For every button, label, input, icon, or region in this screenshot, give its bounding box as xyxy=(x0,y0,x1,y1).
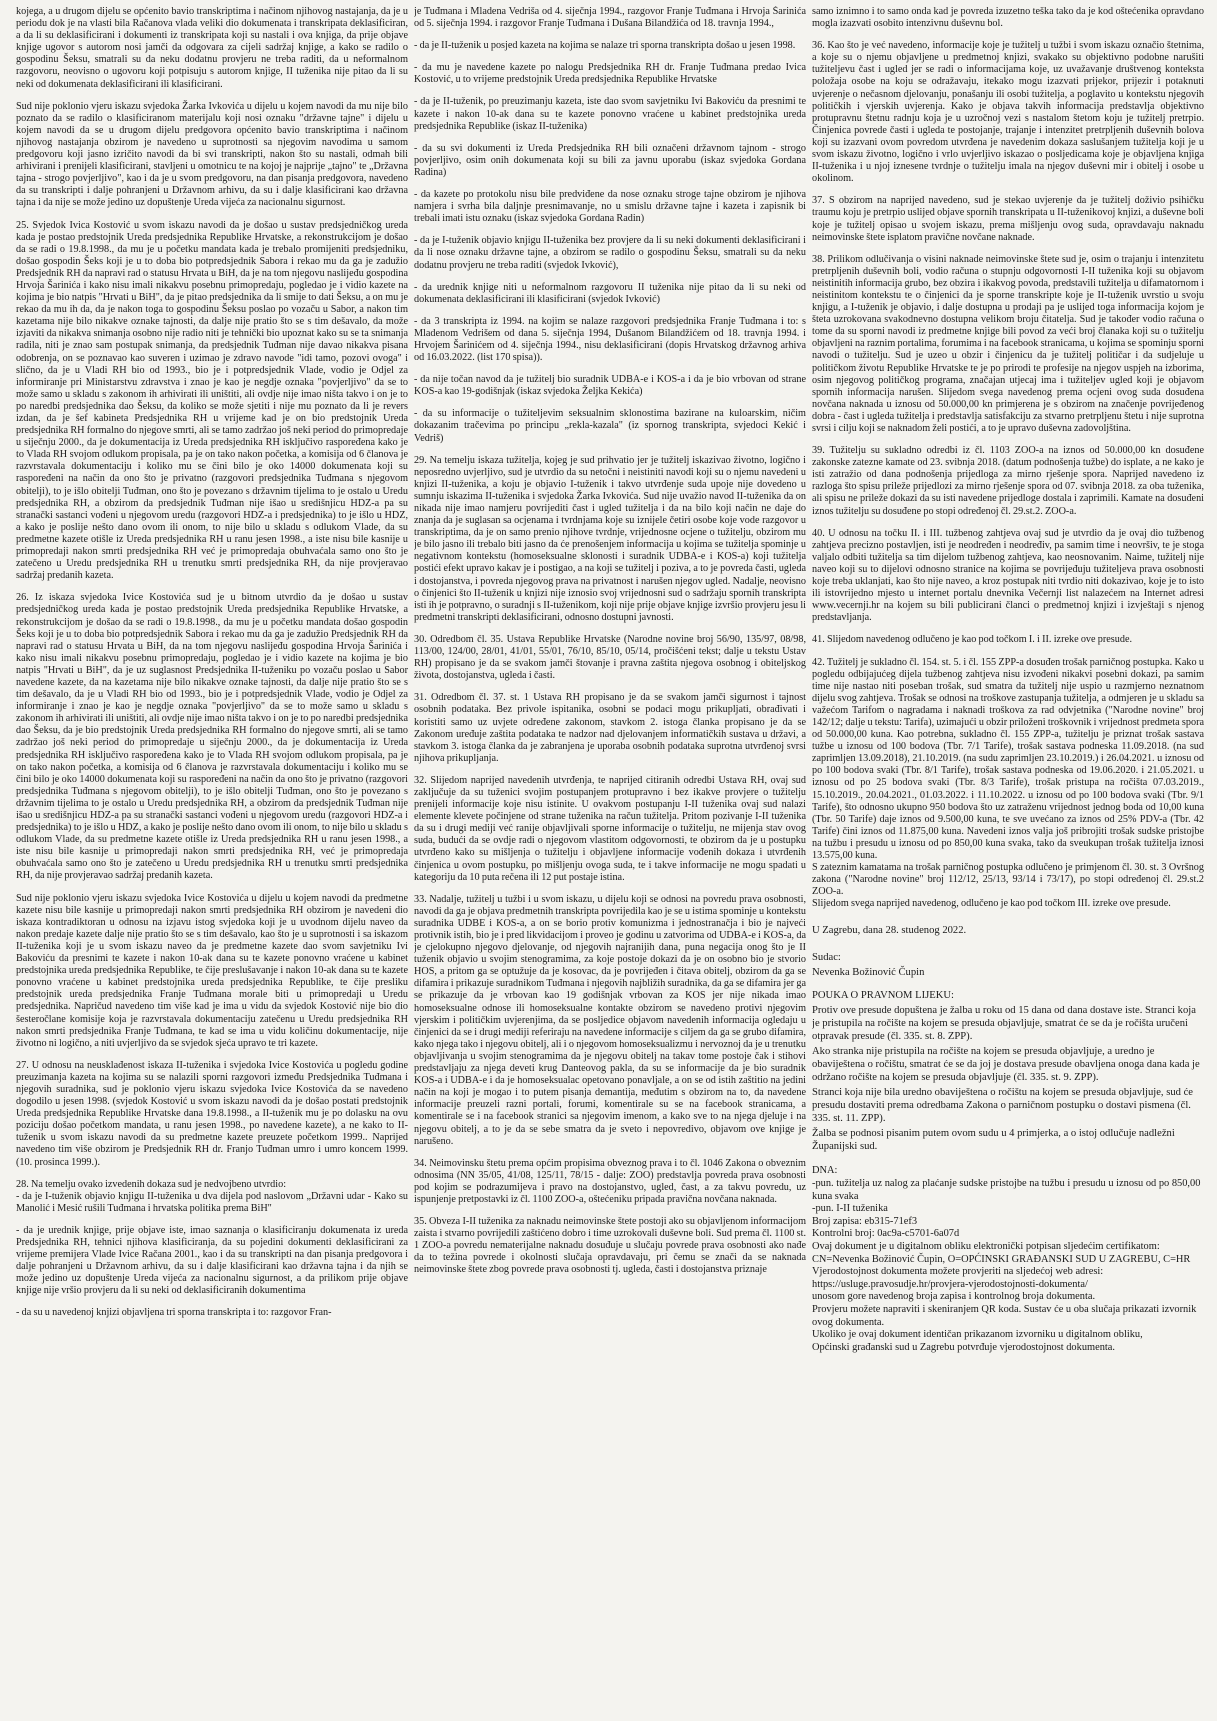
paragraph: 34. Neimovinsku štetu prema općim propisima obveznog prava i to čl. 1046 Zakona o obveznim odnosima (NN 35/05, 41/08, 125/11, 78/15 - dalje: ZOO) predstavlja povreda prava osobnosti pod kojim se podrazumijeva i pravo na dostojanstvo, ugled, čast, a za takvu povredu, uz ispunjenje pretpostavki iz čl. 1100 ZOO-a, oštećeniku pripada pravična novčana naknada. xyxy=(414,1157,806,1205)
dna-line: Vjerodostojnost dokumenta možete provjeriti na sljedećoj web adresi: xyxy=(812,1266,1104,1278)
dna-title: DNA: xyxy=(812,1165,838,1177)
paragraph: 26. Iz iskaza svjedoka Ivice Kostovića sud je u bitnom utvrdio da je došao u sustav predsjedničkog ureda kada je postao predstojnik Ureda predsjednika Republike Hrvatske, a rekonstrukcijom je došao da se radi o 19.8.1998., da mu je u početku mandata došao gospodin Šeks koji je u to doba bio potpredsjednik Sabora i rekao mu da ga je zadužio Predsjednik RH da napravi rad o statusu Hrvata u BiH, da na tom njegovu naslijeđu gospodina Hrvoja Šarinića i kako nisu imali nikakvu posebnu primopredaju, pogledao je i vidio kazete na kojima je bio natpis "Hrvati u BiH", da je uz suglasnost Predsjednika II-tuženiku po vozaču poslao u Sabor navedene kazete, da na kazetama nije bilo nikakve oznake tajnosti, da dalje nije pratio što se s tim dešavalo, da je u Vladi RH bio od 1993., bio je i potpredsjednik Vlade, vodio je Odjel za informiranje i znao je kao je negdje oznaka "povjerljivo" da se to može samo u skladu s zakonom ih arhivirati ili uništiti, ali ovdje nije imao ništa takvo i on je to po naredbi predsjednika dao Šeksu, da je bio predstojnik Ureda predsjednika RH formalno do njegove smrti, ali se tamo zadržao još neki period do primopredaje u siječnju 2000., da je dokumentacija iz Ureda predsjednika RH isključivo raspoređena kako je to Vlada RH svojom odlukom propisala, pa je on tako nakon početka, a komisija od 6 članova je razvrstavala dokumentaciju i koliko mu se čini bilo je oko 14000 dokumenata koji su raspoređeni na način da ono što je privatno (razgovori predsjednika Tuđmana s njegovom obitelji), to je išlo obitelji Tuđman, ono što je povezano s državnim tijelima to je ostalo u Uredu predsjednika RH, a obzirom da predsjednik Tuđman nije išao u središnjicu HDZ-a pa su stranački sastanci vođeni u njegovom uredu (razgovori HDZ-a i predsjednika) to je išlo u HDZ, a kako je poslije nešto dano ovom ili onom, to nije bilo u skladu s odlukom Vlade, da su predmetne kazete otišle iz Ureda predsjednika RH u ranu jesen 1998., a iste nisu bile kasnije u primopredaji nakon smrti predsjednika RH, već je primopredaja obuhvaćala samo ono što je zatečeno u Uredu predsjednika RH u trenutku smrti predsjednika RH, da nije provjeravao sadržaj predanih kazeta. xyxy=(16,592,408,882)
paragraph: 29. Na temelju iskaza tužitelja, kojeg je sud prihvatio jer je tužitelj iskazivao životno, logično i neposredno uvjerljivo, sud je utvrdio da su netočni i neistiniti navodi koji su o njemu navedeni u knjizi II-tuženika, a koju je objavio I-tuženik i takvo utvrđenje suda upoje nije dovedeno u sumnju iskazima II-tuženika i svjedoka Žarka Ivkovića. Sud nije uvažio navod II-tuženika da on nikada nije imao namjeru povrijediti čast i ugled tužitelja i da na bilo koji način ne daje do znanja da je suglasan sa ocjenama i tvrdnjama koje su iznijele četiri osobe koje vode razgovor u transkriptima, da je on samo prenio njihove tvrdnje, vrijednosne ocjene o tužitelju, obzirom mu je bilo jasno ili trebalo biti jasno da će prenošenjem informacija u kojima se tužitelja spominje u negativnom kontekstu (homoseksualne sklonosti i suradnik UDBA-e i KOS-a) koji tužitelja postići efekt upravo kakav je i postigao, a na koji se tužitelj i poziva, a to je povreda časti, ugleda i dostojanstva, i povreda njegovog prava na privatnost i narušen njegov ugled. Nadalje, neovisno o činjenici što II-tuženik u knjizi nije iznosio svoj vrijednosni sud o sadržaju spornih transkripta isti ih je potpravno, o suradnji s II-tuženikom, koji nije prije objave knjige izvršio provjeru jesu li predmetni transkripti deklasificirani, odnosno dostupni javnosti. xyxy=(414,454,806,623)
paragraph: 40. U odnosu na točku II. i III. tužbenog zahtjeva ovaj sud je utvrdio da je ovaj dio tužbenog zahtjeva precizno postavljen, isti je neodređen i neodređiv, pa samim time i neovršiv, te je stoga valjalo odbiti tužitelja sa tim dijelom tužbenog zahtjeva, kao neosnovanim. Naime, tužitelj nije naveo koji su to dijelovi odnosno stranice na kojima se povrijeđuju tužiteljeva prava osobnosti koje treba uklanjati, kao što nije naveo, a kroz postupak niti tvrdio niti dokazivao, koje je to isto ili istovrijedno mjesto u internet portalu dnevnika Večernji list nalazećem na Internet adresi www.vecernji.hr na kojem su bili publicirani članci o predmetnoj knjizi i izvještaji s njenog predstavljanja. xyxy=(812,527,1204,624)
paragraph: - da su svi dokumenti iz Ureda Predsjednika RH bili označeni državnom tajnom - strogo povjerljivo, osim onih dokumenata koji su bili za javnu uporabu (iskaz svjedoka Gordana Radina) xyxy=(414,142,806,178)
dna-line: -pun. I-II tuženika xyxy=(812,1203,888,1215)
paragraph: 32. Slijedom naprijed navedenih utvrđenja, te naprijed citiranih odredbi Ustava RH, ovaj sud zaključuje da su tuženici svojim postupanjem protupravno i bez ikakve provjere o tužitelju prenijeli informacije koje nisu istinite. U ovakvom postupanju I-II tuženika ovaj sud nalazi elemente klevete počinjene od strane tuženika na račun tužitelja. Pritom pozivanje I-II tuženika da su i drugi mediji već ranije objavljivali sporne informacije o tužitelju, ne mijenja stav ovog suda, budući da se ovdje radi o njegovom vlastitom odgovornosti, te obzirom da je u postupku utvrđeno kako su mišljenja o tužitelju i objavljene informacije vođenih dokaza i utvrđenih činjenica u ovom postupku, po mišljenju ovoga suda, te i takve informacije ne mogu spadati u kategoriju da 10 puta rečena ili 12 put postaje istina. xyxy=(414,774,806,883)
paragraph: - da urednik knjige niti u neformalnom razgovoru II tuženika nije pitao da li su neki od dokumenata deklasificirani ili klasificirani (svjedok Ivković) xyxy=(414,281,806,305)
paragraph: 25. Svjedok Ivica Kostović u svom iskazu navodi da je došao u sustav predsjedničkog ureda kada je postao predstojnik Ureda predsjednika Republike Hrvatske, a rekonstrukcijom je došao da se radi o 19.8.1998., da mu je u početku mandata kada je trebalo promijeniti predsjedniku, došao gospodin Šeks koji je u to doba bio potpredsjednik Sabora i rekao mu da ga je zadužio Predsjednik RH da napravi rad o statusu Hrvata u BiH, da je na tom njegovu naslijeđu gospodina Hrvoja Šarinića i kako nisu imali nikakvu posebnu primopredaju, pogledao je i vidio kazete na kojima je bio natpis "Hrvati u BiH", da je pitao predsjednika da li smije to dati Šeksu, a on mu je rekao da mu ih da, da je nakon toga to gospodinu Šeksu poslao po vozaču u Sabor, a nakon tim kazetama nije bilo nikakve oznake tajnosti, da dalje nije pratio što se s tim dešavalo, da može izjaviti da nikakva snimanja osobno nije radio niti je tehnički bio upoznat kako su se ta snimanja radila, niti je znao sam postupak snimanja, da predsjednik Tuđman nije davao nikakva pisana odobrenja, on se poznavao kao suveren i uzimao je zdravo navode "idi tamo, pozovi ovoga" i slično, da je u Vladi RH bio od 1993., bio je i potpredsjednik Vlade, vodio je Odjel za informiranje pri Ministarstvu zdravstva i znao je kao je negdje oznaka "povjerljivo" da se to može samo u skladu s zakonom ih arhivirati ili uništiti, ali ovdje nije imao ništa takvo i on je to po naredbi predsjednika dao Šeksu, da koliko se može sjetiti i nije mu poznato da li je revers izdan, da je šef kabineta Predsjednika RH u vrijeme kad je on bio predstojnik Ureda predsjednika RH formalno do njegove smrti, ali se tamo zadržao još neki period do primopredaje u siječnju 2000., da je dokumentacija iz Ureda predsjednika RH isključivo raspoređena kako je to Vlada RH svojom odlukom propisala, pa je on tako nakon početka, a komisija od 6 članova je razvrstavala dokumentaciju i koliko mu se čini bilo je oko 14000 dokumenata koji su raspoređeni na način da ono što je privatno (razgovori predsjednika Tuđmana s njegovom obitelji), to je išlo obitelji Tuđman, ono što je povezano s državnim tijelima to je ostalo u Uredu predsjednika RH, a obzirom da predsjednik Tuđman nije išao u središnjicu HDZ-a pa su stranački sastanci vođeni u njegovom uredu (razgovori HDZ-a i predsjednika) to je išlo u HDZ, a kako je poslije nešto dano ovom ili onom, to nije bilo u skladu s odlukom Vlade, da su predmetne kazete otišle iz Ureda predsjednika RH u ranu jesen 1998., a iste nisu bile kasnije u primopredaji nakon smrti predsjednika RH već je primopredaja obuhvaćala samo ono što je zatečeno u Uredu predsjednika RH u trenutku smrti predsjednika RH, da nije provjeravao sadržaj predanih kazeta. xyxy=(16,219,408,582)
paragraph: 41. Slijedom navedenog odlučeno je kao pod točkom I. i II. izreke ove presude. xyxy=(812,634,1133,646)
paragraph: 28. Na temelju ovako izvedenih dokaza sud je nedvojbeno utvrdio: - da je I-tuženik objavio knjigu II-tuženika u dva dijela pod naslovom „Državni udar - Kako su Manolić i Mesić rušili Tuđmana i hrvatska politika prema BiH" xyxy=(16,1178,408,1214)
paragraph: - da kazete po protokolu nisu bile predviđene da nose oznaku stroge tajne obzirom je njihova namjera i svrha bila daljnje presnimavanje, no u smislu državne tajne i kazeta i zapisnik bi trebali imati istu oznaku (iskaz svjedoka Gordana Radin) xyxy=(414,189,806,225)
legal-notice-paragraph: Žalba se podnosi pisanim putem ovom sudu u 4 primjerka, a o istoj odlučuje nadležni Županijski sud. xyxy=(812,1128,1175,1153)
legal-notice-paragraph: Ako stranka nije pristupila na ročište na kojem se presuda objavljuje, a uredno je obaviještena o ročištu, smatrat će se da joj je dostava presude obavljena onoga dana kada je održano ročište na kojem se presuda objavljuje (čl. 335. st. 9. ZPP). xyxy=(812,1046,1200,1084)
dna-line: Općinski građanski sud u Zagrebu potvrđuje vjerodostojnost dokumenta. xyxy=(812,1341,1116,1353)
dna-line: https://usluge.pravosudje.hr/provjera-vjerodostojnosti-dokumenta/ xyxy=(812,1278,1088,1290)
text-column-left xyxy=(16,6,408,1711)
paragraph: samo iznimno i to samo onda kad je povreda izuzetno teška tako da je kod oštećenika opravdano mogla izazvati osobito intenzivnu duševnu bol. xyxy=(812,6,1204,30)
dna-line: -pun. tužitelja uz nalog za plaćanje sudske pristojbe na tužbu i presudu u iznosu od po 850,00 kuna svaka xyxy=(812,1178,1201,1202)
paragraph: 33. Nadalje, tužitelj u tužbi i u svom iskazu, u dijelu koji se odnosi na povredu prava osobnosti, navodi da ga je objava predmetnih transkripta povrijedila kao je se u istima spominje u kontekstu suradnika UDBE i KOS-a, a on se borio protiv komunizma i jednostranačja i bio je najveći protivnik istih, bio je i pred likvidacijom i proveo je godinu u zatvorima od UDBA-e i KOS-a, da je cjelokupno njegovo djelovanje, od njegovih najranijih dana, puna negacija onog što je II tuženik objavio u svojim stenogramima, za koje postoje dokazi da je on osobno bio je stvorio HOS, a pritom ga se optužuje da je kosovac, da je povrijeđen i čitava obitelj, obzirom da ga se difamira i prikazuje suradnikom Tuđmana i njegovih najbližih suradnika, da ga se difamira jer ga se prikazuje da je vrbovan kao 19 godišnjak vrbovan za KOS jer nije nikada imao homoseksualne odnose ili homoseksualne kontakte obzirom se navedeno protivi njegovim vjerskim i političkim uvjerenjima, da se posljedice objavom navedenih informacija ogledaju u činjenici da se i drugi mediji referiraju na navedene informacije s ciljem da ga se grubo difamira, kako njega tako i njegovu obitelj, ali i o njegovom homoseksualizmu i nervoznoj da je u trenutku objavljivanja u svojim stenogramima da je njegovu obitelj na takav tome postoje čak i stihovi predstavljaju za njega deveti krug Danteovog pakla, da su se informacije da je bio suradnik KOS-a i UDBA-e i da je homoseksualac opetovano ponavljale, a on se od istih zaštitio na jedini način na koji je mogao i to putem pisanja demantija, međutim s obzirom na to, da navedene informacije preuzeli razni portali, forumi, komentirale su se na facebook stranicama, a komentirale se i na facebook stranici sa njegovim imenom, a kako sve to na njega djeluje i na njegovu obitelj, a to je da se sebe smatra da je sveto i nepovredivo, objavom ove knjige je narušeno. xyxy=(414,893,806,1147)
paragraph: - da je II-tuženik, po preuzimanju kazeta, iste dao svom savjetniku Ivi Bakoviću da presnimi te kazete i nakon 10-ak dana su te kazete ponovno vraćene u kabinet predstojnika ureda predsjednika Republike (iskaz II-tuženika) xyxy=(414,96,806,132)
place-date: U Zagrebu, dana 28. studenog 2022. xyxy=(812,925,967,937)
dna-lines xyxy=(812,1178,1204,1354)
dna-line: CN=Nevenka Božinović Čupin, O=OPĆINSKI GRAĐANSKI SUD U ZAGREBU, C=HR xyxy=(812,1253,1191,1265)
signature-block xyxy=(812,924,1204,979)
paragraph: 27. U odnosu na neusklađenost iskaza II-tuženika i svjedoka Ivice Kostovića u pogledu godine preuzimanja kazeta na kojima su se nalazili sporni razgovori između Predsjednika Tuđmana i njegovih suradnika, sud je poklonio vjeru iskazu svjedoka Ivice Kostovića da se navedeno dogodilo u jesen 1998. (svjedok Kostović u svom iskazu navodi da je došao postati predstojnik Ureda predsjednika Republike Hrvatske dana 19.8.1998., a II-tuženik mu je po dolasku na ovu poziciju došao početkom mandata, u ranu jesen 1998., po navedene kazete), a ne kako to II-tuženik u svom iskazu navodi da su predmetne kazete preuzete početkom 1999.. Naprijed navedeno tim više obzirom je Predsjednik RH dr. Franjo Tuđman umro i umro koncem 1999. (10. prosinca 1999.). xyxy=(16,1059,408,1168)
paragraph: - da su u navedenoj knjizi objavljena tri sporna transkripta i to: razgovor Fran- xyxy=(16,1307,332,1319)
paragraph: - da su informacije o tužiteljevim seksualnim sklonostima bazirane na kuloarskim, ničim dokazanim trаčevima po principu „rekla-kazala" (iz spornog transkripta, svjedoci Kekić i Vedriš) xyxy=(414,408,806,444)
dna-line: Kontrolni broj: 0ac9a-c5701-6a07d xyxy=(812,1228,960,1240)
text-column-right xyxy=(812,6,1204,1711)
paragraph: - da je II-tuženik u posjed kazeta na kojima se nalaze tri sporna transkripta došao u jesen 1998. xyxy=(414,40,796,52)
legal-notice-paragraph: Stranci koja nije bila uredno obaviještena o ročištu na kojem se presuda objavljuje, sud će presudu dostaviti prema odredbama Zakona o parničnom postupku o dostavi pismena (čl. 335. st. 11. ZPP). xyxy=(812,1087,1193,1125)
paragraph: - da nije točan navod da je tužitelj bio suradnik UDBA-e i KOS-a i da je bio vrbovan od strane KOS-a kao 19-godišnjak (iskaz svjedoka Željka Kekića) xyxy=(414,374,806,398)
legal-notice-paragraphs xyxy=(812,1004,1204,1153)
paragraph: - da je urednik knjige, prije objave iste, imao saznanja o klasificiranju dokumenata iz ureda Predsjednika RH, tehnici njihova klasificiranja, da su pojedini dokumenti deklasificirani za vrijeme premijera Vlade Ivice Račana 2001., kao i da su transkripti na dan pisanja predgovora i dalje pohranjeni u Državnom arhivu, da su i dalje klasificirani kao državna tajna i da njih se može jedino uz dopuštenje Ureda vijeća za nacionalnu sigurnost, a da prilikom prije objave knjige nije vršio provjeru da li su neki od deklasificiranih dokumentima xyxy=(16,1224,408,1297)
dna-line: Ovaj dokument je u digitalnom obliku elektronički potpisan sljedećim certifikatom: xyxy=(812,1241,1160,1253)
dna-line: Ukoliko je ovaj dokument identičan prikazanom izvorniku u digitalnom obliku, xyxy=(812,1329,1143,1341)
paragraph: 35. Obveza I-II tuženika za naknadu neimovinske štete postoji ako su objavljenom informacijom zaista i stvarno povrijedili zaštićeno dobro i time uzrokovali duševne boli. Sud prema čl. 1100 st. 1 ZOO-a povredu nematerijalne naknadu dosuđuje u slučaju povrede prava osobnosti ako nađe da to težina povrede i okolnosti slučaja opravdavaju, pri čemu se znači da se naknada neimovinske štete zbog povrede prava osobnosti tj. ugleda, časti i dostojanstva priznaje xyxy=(414,1216,806,1276)
right-column-paragraphs xyxy=(812,6,1204,910)
paragraph: - da 3 transkripta iz 1994. na kojim se nalaze razgovori predsjednika Franje Tuđmana i to: s Mladenom Vedrišem od dana 5. siječnja 1994, Dušanom Bilandžićem od 18. travnja 1994. i Hrvojem Šarinićem od 4. siječnja 1994., nisu deklasificirani (dopis Hrvatskog državnog arhiva od 16.03.2022. (list 170 spisa)). xyxy=(414,315,806,364)
paragraph: 30. Odredbom čl. 35. Ustava Republike Hrvatske (Narodne novine broj 56/90, 135/97, 08/98, 113/00, 124/00, 28/01, 41/01, 55/01, 76/10, 85/10, 05/14, pročišćeni tekst; dalje u tekstu Ustav RH) propisano je da se svakom jamči štovanje i pravna zaštita njegova osobnog i obiteljskog života, dostojanstva, ugleda i časti. xyxy=(414,633,806,682)
dna-line: unosom gore navedenog broja zapisa i kontrolnog broja dokumenta. xyxy=(812,1291,1096,1303)
text-column-middle xyxy=(414,6,806,1711)
judge-role: Sudac: xyxy=(812,952,841,964)
paragraph: 36. Kao što je već navedeno, informacije koje je tužitelj u tužbi i svom iskazu označio štetnima, a koje su o njemu objavljene u predmetnoj knjizi, svakako su objektivno podobne narušiti tužiteljevu čast i ugled jer se radi o informacijama koje, uz uvažavanje društvenog konteksta položaja osobe na koju se odražavaju, itekako mogu izazvati prijekor, prijezir i potaknuti uvjerenje o nečasnom djelovanju, ponašanju ili osobi tužitelja, a poglavito u kontekstu njegovih političkih i vjerskih uvjerenja. Kako je objava takvih informacija predstavlja objektivno protupravnu štetnu radnju koja je u uzročnoj vezi s nastalom štetom koju je tužitelj pretrpio. Činjenica povrede časti i ugleda te postojanje, trajanje i intenzitet pretrpljenih duševnih bolova koji su izazvani ovom povredom utvrđena je navedenim dokaza saslušanjem tužitelja koji je u svom iskazu životno, logično i vrlo uvjerljivo iskazao o posljedicama koje je objavljena knjiga II-tuženika i u njoj iznesene tvrdnje o tužitelju imala na njegov duševni mir i obitelj i osobe u okolinom. xyxy=(812,40,1204,185)
paragraph: - da mu je navedene kazete po nalogu Predsjednika RH dr. Franje Tuđmana predao Ivica Kostović, u to vrijeme predstojnik Ureda predsjednika Republike Hrvatske xyxy=(414,62,806,86)
paragraph: 42. Tužitelj je sukladno čl. 154. st. 5. i čl. 155 ZPP-a dosuđen trošak parničnog postupka. Kako u pogledu odbijajućeg dijela tužbenog zahtjeva nisu izvođeni nikakvi posebni dokazi, pa samim time nije nastao niti poseban trošak, sud smatra da tužitelj nije uspio u razmjerno neznatnom dijelu svog zahtjeva. Trošak se odnosi na troškove zastupanja tužitelja, a odmjeren je u skladu sa važećom Tarifom o nagradama i naknadi troškova za rad odvjetnika ("Narodne novine" broj 142/12; dalje u tekstu: Tarifa), uzimajući u obzir priloženi troškovnik i vrijednost predmeta spora od 50.000,00 kuna. Kao potrebna, sukladno čl. 155 ZPP-a, tužitelju je priznat trošak sastava tužbe u iznosu od 100 bodova (Tbr. 7/1 Tarife), trošak sastava podneska 11.09.2018. (na sud zaprimljen 13.09.2018), 21.10.2019. (na sudu zaprimljen 23.10.2019.) i 26.04.2021. u iznosu od po 100 bodova svaki (Tbr. 8/1 Tarife), trošak sastava podneska od 19.06.2020. i 21.05.2021. u iznosu od po 25 bodova svaki (Tbr. 8/3 Tarife), trošak pristupa na ročišta 07.03.2019., 15.10.2019., 20.04.2021., 01.03.2022. i 11.10.2022. u iznosu od po 100 bodova svaki (Tbr. 9/1 Tarife), što odnosno ukupno 950 bodova što uz zatraženu vrijednost jednog boda od 10,00 kuna (Tbr. 50 Tarife) daje iznos od 9.500,00 kuna, te sve uvećano za iznos od 25% PDV-a (Tbr. 42 Tarife) čini iznos od 11.875,00 kuna. Navedeni iznos valja još pribrojiti trošak sudske pristojbe na tužbu i presudu u iznosu od po 850,00 kuna svaka, tako da sveukupan trošak tužitelja iznosi 13.575,00 kuna. S zateznim kamatama na trošak parničnog postupka odlučeno je primjenom čl. 30. st. 3 Ovršnog zakona ("Narodne novine" broj 112/12, 25/13, 93/14 i 73/17), po stopi određenoj čl. 29.st.2 ZOO-a. Slijedom svega naprijed navedenog, odlučeno je kao pod točkom III. izreke ove presude. xyxy=(812,656,1204,910)
dna-line: Broj zapisa: eb315-71ef3 xyxy=(812,1215,918,1227)
judge-name: Nevenka Božinović Čupin xyxy=(812,967,925,979)
paragraph: kojega, a u drugom dijelu se općenito bavio transkriptima i načinom njihovog nastajanja, da je u periodu dok je na vlasti bila Račanova vlada veliki dio dokumenata i transkripata deklasificiran, a da li su deklasificirani i dokumenti iz transkripata koji su nastali i ova knjiga, da prije objave knjige ugovor s autorom nosi jamči da odgovara za cijeli sadržaj knjige, a kako se radilo o gospodinu Šeksu, smatrali su da neku dodatnu provjeru ne treba raditi, da u neformalnom razgovoru, neovisno o ugovoru koji potpisuju s autorom knjige, II tuženika nije pitao da li su neki od dokumenata deklasificirani ili klasificirani. xyxy=(16,6,408,90)
paragraph: Sud nije poklonio vjeru iskazu svjedoka Žarka Ivkovića u dijelu u kojem navodi da mu nije bilo poznato da se radilo o klasificiranom materijalu koji nosi oznaku "državne tajne" i dijelu u kojem navodi da se u drugom dijelu predgovora općenito bavio transkriptima i načinom njihovog nastajanja obzirom je navedeno u suprotnosti sa njegovim navodima u samom predgovoru koji jasno izričito navodi da bi svi transkripti, nakon što su nastali, odmah bili arhivirani i prenijeli klasificirani, stavljeni u omotnicu te na kojoj je najprije „tajno" te „Državna tajna - strogo povjerljivo", kao i da je u svom predgovoru, na dan pisanja predgovora, navedeno da su transkripti i dalje pohranjeni u Državnom arhivu, da su i dalje klasificirani kao državna tajna i da nije se može jedino uz dopuštenje Ureda vijeća za nacionalnu sigurnost. xyxy=(16,100,408,209)
legal-notice-title: POUKA O PRAVNOM LIJEKU: xyxy=(812,990,954,1002)
dna-line: Provjeru možete napraviti i skeniranjem QR koda. Sustav će u oba slučaja prikazati izvornik ovog dokumenta. xyxy=(812,1304,1197,1328)
paragraph: 39. Tužitelju su sukladno odredbi iz čl. 1103 ZOO-a na iznos od 50.000,00 kn dosuđene zakonske zatezne kamate od 23. svibnja 2018. (datum podnošenja tužbe) do isplate, a ne kako je isti zatražio od dana podnošenja prijedloga za mirno rješenje spora. Naprijed navedeno iz razloga što spisu prileže prijedlozi za mirno rješenje spora od 07. svibnja 2018. za oba tuženika, ali spisu ne prileže dokazi da su isti navedene prijedloge dostala i zaprimili. Kamate na dosuđeni iznos tužitelju su dosuđene po stopi određenoj čl. 29.st.2. ZOO-a. xyxy=(812,445,1204,517)
paragraph: 38. Prilikom odlučivanja o visini naknade neimovinske štete sud je, osim o trajanju i intenzitetu pretrpljenih duševnih boli, vodio računa o stupnju odgovornosti I-II tuženika koji su objavom neistinitih informacija grubo, bez obzira i ikakvog povoda, predstavili tužitelja u difamatornom i neistinitom kontekstu te o činjenici da je sporne transkripte koje je II-tuženik uvrstio u svoju knjigu, a I-tuženik je objavio, i dalje dostupna u prodaji pa je uslijed toga informacija kojom je šteta uzrokovana svakodnevno dostupna velikom broju čitatelja. Sud je također vodio računa o tome da su sporni navodi iz predmetne knjige bili povod za veći broj članaka koji su o tužitelju objavljeni na raznim portalima, forumima i na facebook stranicama, u kojima se spominju sporni navodi o tužitelju. Sud je uzeo u obzir i činjenicu da je tužitelj političar i da sudjeluje u političkom životu Republike Hrvatske te je po prirodi te profesije na njegov uspjeh na izborima, osim njegovog političkog programa, značajan utjecaj ima i tužiteljev ugled koji je objavom spornih informacija narušen. Slijedom svega navedenog prema ocjeni ovog suda dosuđena novčana naknada u iznosu od 50.000,00 kn primjerena je s obzirom na značenje povrijeđenog dobra - čast i ugleda tužitelja i predstavlja satisfakciju za stvarno pretrpljenu štetu i nije suprotna svrsi i cilju koji se naknadom želi postići, a to je upravo duševna zadovoljština. xyxy=(812,253,1204,434)
legal-notice-paragraph: Protiv ove presude dopuštena je žalba u roku od 15 dana od dana dostave iste. Stranci koja je pristupila na ročište na kojem se presuda objavljuje, smatrat će se da je ročišta uručeni otpravak presude (čl. 335. st. 8. ZPP). xyxy=(812,1005,1196,1043)
legal-notice xyxy=(812,989,1204,1153)
paragraph: 37. S obzirom na naprijed navedeno, sud je stekao uvjerenje da je tužitelj doživio psihičku traumu koju je pretrpio uslijed objave spornih transkripata u II-tuženikovoj knjizi, a duševne boli koje je tužitelj opisao u svojem iskazu, prema mišljenju ovog suda, opravdavaju naknadu neimovinske štete isplatom pravične novčane naknade. xyxy=(812,195,1204,243)
paragraph: je Tuđmana i Mladena Vedriša od 4. siječnja 1994., razgovor Franje Tuđmana i Hrvoja Šarinića od 5. siječnja 1994. i razgovor Franje Tuđmana i Dušana Bilandžića od 18. travnja 1994., xyxy=(414,6,806,30)
paragraph: Sud nije poklonio vjeru iskazu svjedoka Ivice Kostovića u dijelu u kojem navodi da predmetne kazete nisu bile kasnije u primopredaji nakon smrti predsjednika RH obzirom je navedeni dio iskaza kontradiktoran u odnosu na izjavu istog svjedoka koji je u uvodnom dijelu naveo da nakon predaje kazete dalje nije pratio što se s tim dešavalo, kao što je u suprotnosti i sa iskazom II-tuženika koji je u svom iskazu naveo da je predmetne kazete dao svom savjetniku Ivi Bakoviću da presnimi te kazete i nakon 10-ak dana su te kazete ponovno vraćene u kabinet predstojnika ureda predsjednika Republike, te čije preslušavanje i nakon 10-ak dana su te kazete ponovno vraćene u kabinet predstojnika ureda predsjednika Republike, te čije presliku predstojnik ureda predsjednika Franje Tuđmana morale biti u primopredaji u Uredu predsjednika. Napričud navedeno tim više kad je ima u vidu da svjedok Kostović nije bio dio šesteročlane komisije koja je razvrstavala dokumentaciju zatečenu u Uredu predsjednika RH nakon smrti predsjednika Franje Tuđmana, te kad se ima u vidu količinu dokumentacije, nije životno ni logično, a niti uvjerljivo da se svjedok sjeća upravo te tri kazete. xyxy=(16,892,408,1049)
paragraph: 31. Odredbom čl. 37. st. 1 Ustava RH propisano je da se svakom jamči sigurnost i tajnost osobnih podataka. Bez privole ispitanika, osobni se podaci mogu prikupljati, obrađivati i koristiti samo uz uvjete određene zakonom, stavkom 2. istoga članka propisano je da se Zakonom uređuje zaštita podataka te nadzor nad djelovanjem informatičkih sustava u državi, a stavkom 3. istoga članka da je zabranjena je uporaba osobnih podataka suprotna utvrđenoj svrsi njihova prikupljanja. xyxy=(414,692,806,764)
dna-block xyxy=(812,1165,1204,1354)
paragraph: - da je I-tuženik objavio knjigu II-tuženika bez provjere da li su neki dokumenti deklasificirani i da li nose oznaku državne tajne, a obzirom se radilo o gospodinu Šeksu, smatrali su da neku dodatnu provjeru ne treba raditi (svjedok Ivković), xyxy=(414,235,806,271)
